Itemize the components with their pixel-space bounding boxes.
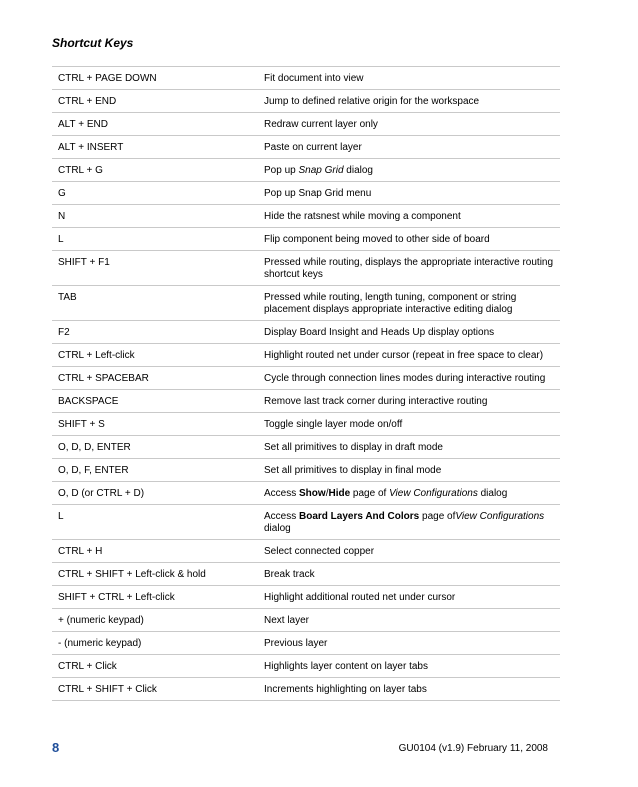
description-text: Display Board Insight and Heads Up display options [264,327,495,338]
description-text: Toggle single layer mode on/off [264,419,403,430]
table-row [52,228,560,251]
description-text: Highlights layer content on layer tabs [264,661,428,672]
table-row [52,367,560,390]
shortcut-key: + (numeric keypad) [58,615,144,626]
description-text: Hide the ratsnest while moving a component [264,211,461,222]
shortcut-key: CTRL + END [58,96,117,107]
table-row [52,482,560,505]
description-text: Jump to defined relative origin for the workspace [264,96,480,107]
table-row [52,655,560,678]
footer-doc-info: GU0104 (v1.9) February 11, 2008 [398,743,548,754]
shortcut-key: - (numeric keypad) [58,638,142,649]
shortcut-description [259,586,560,608]
shortcut-key: TAB [58,292,77,303]
shortcut-description [259,563,560,585]
description-text: Board Layers And Colors [299,511,420,522]
shortcut-key: L [58,234,64,245]
shortcut-description [259,286,560,320]
shortcut-description [259,632,560,654]
table-row [52,251,560,286]
shortcut-key: F2 [58,327,70,338]
shortcut-description [259,390,560,412]
shortcut-description [259,482,560,504]
shortcut-description [259,505,560,539]
table-row [52,586,560,609]
shortcut-key: L [58,511,64,522]
table-row [52,321,560,344]
shortcut-description [259,413,560,435]
description-text: Remove last track corner during interactive routing [264,396,488,407]
description-text: Flip component being moved to other side of board [264,234,490,245]
table-row [52,678,560,701]
shortcut-key: SHIFT + S [58,419,105,430]
section-title: Shortcut Keys [52,36,134,50]
shortcut-description [259,540,560,562]
table-row [52,286,560,321]
shortcut-key: ALT + INSERT [58,142,124,153]
shortcut-key: N [58,211,66,222]
description-text: Break track [264,569,315,580]
description-text: dialog [477,488,508,499]
table-row [52,344,560,367]
shortcut-description [259,655,560,677]
description-text: Pressed while routing, length tuning, component or string placement displays appropriate interactive editing dialog [264,292,517,315]
description-text: Access [264,488,300,499]
shortcut-description [259,228,560,250]
description-text: Highlight additional routed net under cursor [264,592,456,603]
shortcut-key: CTRL + H [58,546,103,557]
description-text: dialog [343,165,373,176]
description-text: Cycle through connection lines modes during interactive routing [264,373,546,384]
shortcut-key: G [58,188,66,199]
shortcut-description [259,436,560,458]
table-row [52,609,560,632]
shortcut-description [259,678,560,700]
shortcut-key: CTRL + G [58,165,103,176]
description-text: Set all primitives to display in draft mode [264,442,443,453]
table-row [52,182,560,205]
description-text: page of [419,511,456,522]
shortcut-table [52,66,560,701]
shortcut-key: SHIFT + F1 [58,257,110,268]
description-text: Pressed while routing, displays the appropriate interactive routing shortcut keys [264,257,554,280]
description-text: Next layer [264,615,310,626]
description-text: View Configurations [455,511,545,522]
description-text: Increments highlighting on layer tabs [264,684,427,695]
table-row [52,563,560,586]
description-text: / [325,488,329,499]
shortcut-key: SHIFT + CTRL + Left-click [58,592,175,603]
table-row [52,205,560,228]
shortcut-description [259,321,560,343]
description-text: Select connected copper [264,546,375,557]
table-row [52,113,560,136]
shortcut-description [259,113,560,135]
description-text: Access [264,511,300,522]
shortcut-description [259,459,560,481]
table-row [52,505,560,540]
shortcut-description [259,609,560,631]
shortcut-key: O, D, F, ENTER [58,465,129,476]
shortcut-key: CTRL + Click [58,661,117,672]
description-text: Show [299,488,326,499]
shortcut-description [259,205,560,227]
shortcut-key: CTRL + PAGE DOWN [58,73,157,84]
shortcut-key: ALT + END [58,119,108,130]
shortcut-description [259,251,560,285]
table-row [52,136,560,159]
table-row [52,390,560,413]
table-row [52,90,560,113]
table-row [52,159,560,182]
shortcut-key: CTRL + SPACEBAR [58,373,149,384]
shortcut-description [259,159,560,181]
table-row [52,436,560,459]
description-text: Previous layer [264,638,328,649]
table-row [52,632,560,655]
description-text: Redraw current layer only [264,119,378,130]
shortcut-description [259,136,560,158]
shortcut-key: CTRL + SHIFT + Click [58,684,157,695]
description-text: Fit document into view [264,73,364,84]
shortcut-key: BACKSPACE [58,396,119,407]
shortcut-description [259,182,560,204]
description-text: Snap Grid [298,165,344,176]
description-text: Paste on current layer [264,142,362,153]
shortcut-key: CTRL + SHIFT + Left-click & hold [58,569,206,580]
description-text: View Configurations [389,488,478,499]
shortcut-key: O, D, D, ENTER [58,442,131,453]
shortcut-key: O, D (or CTRL + D) [58,488,145,499]
description-text: Pop up [264,165,299,176]
description-text: dialog [264,523,291,534]
description-text: Pop up Snap Grid menu [264,188,372,199]
shortcut-key: CTRL + Left-click [58,350,135,361]
description-text: Highlight routed net under cursor (repeat in free space to clear) [264,350,544,361]
shortcut-description [259,344,560,366]
table-row [52,459,560,482]
shortcut-description [259,67,560,89]
shortcut-description [259,367,560,389]
shortcut-description [259,90,560,112]
table-row [52,540,560,563]
page-number: 8 [52,740,60,755]
table-row [52,67,560,90]
table-row [52,413,560,436]
description-text: Hide [328,488,351,499]
description-text: page of [350,488,390,499]
description-text: Set all primitives to display in final mode [264,465,442,476]
